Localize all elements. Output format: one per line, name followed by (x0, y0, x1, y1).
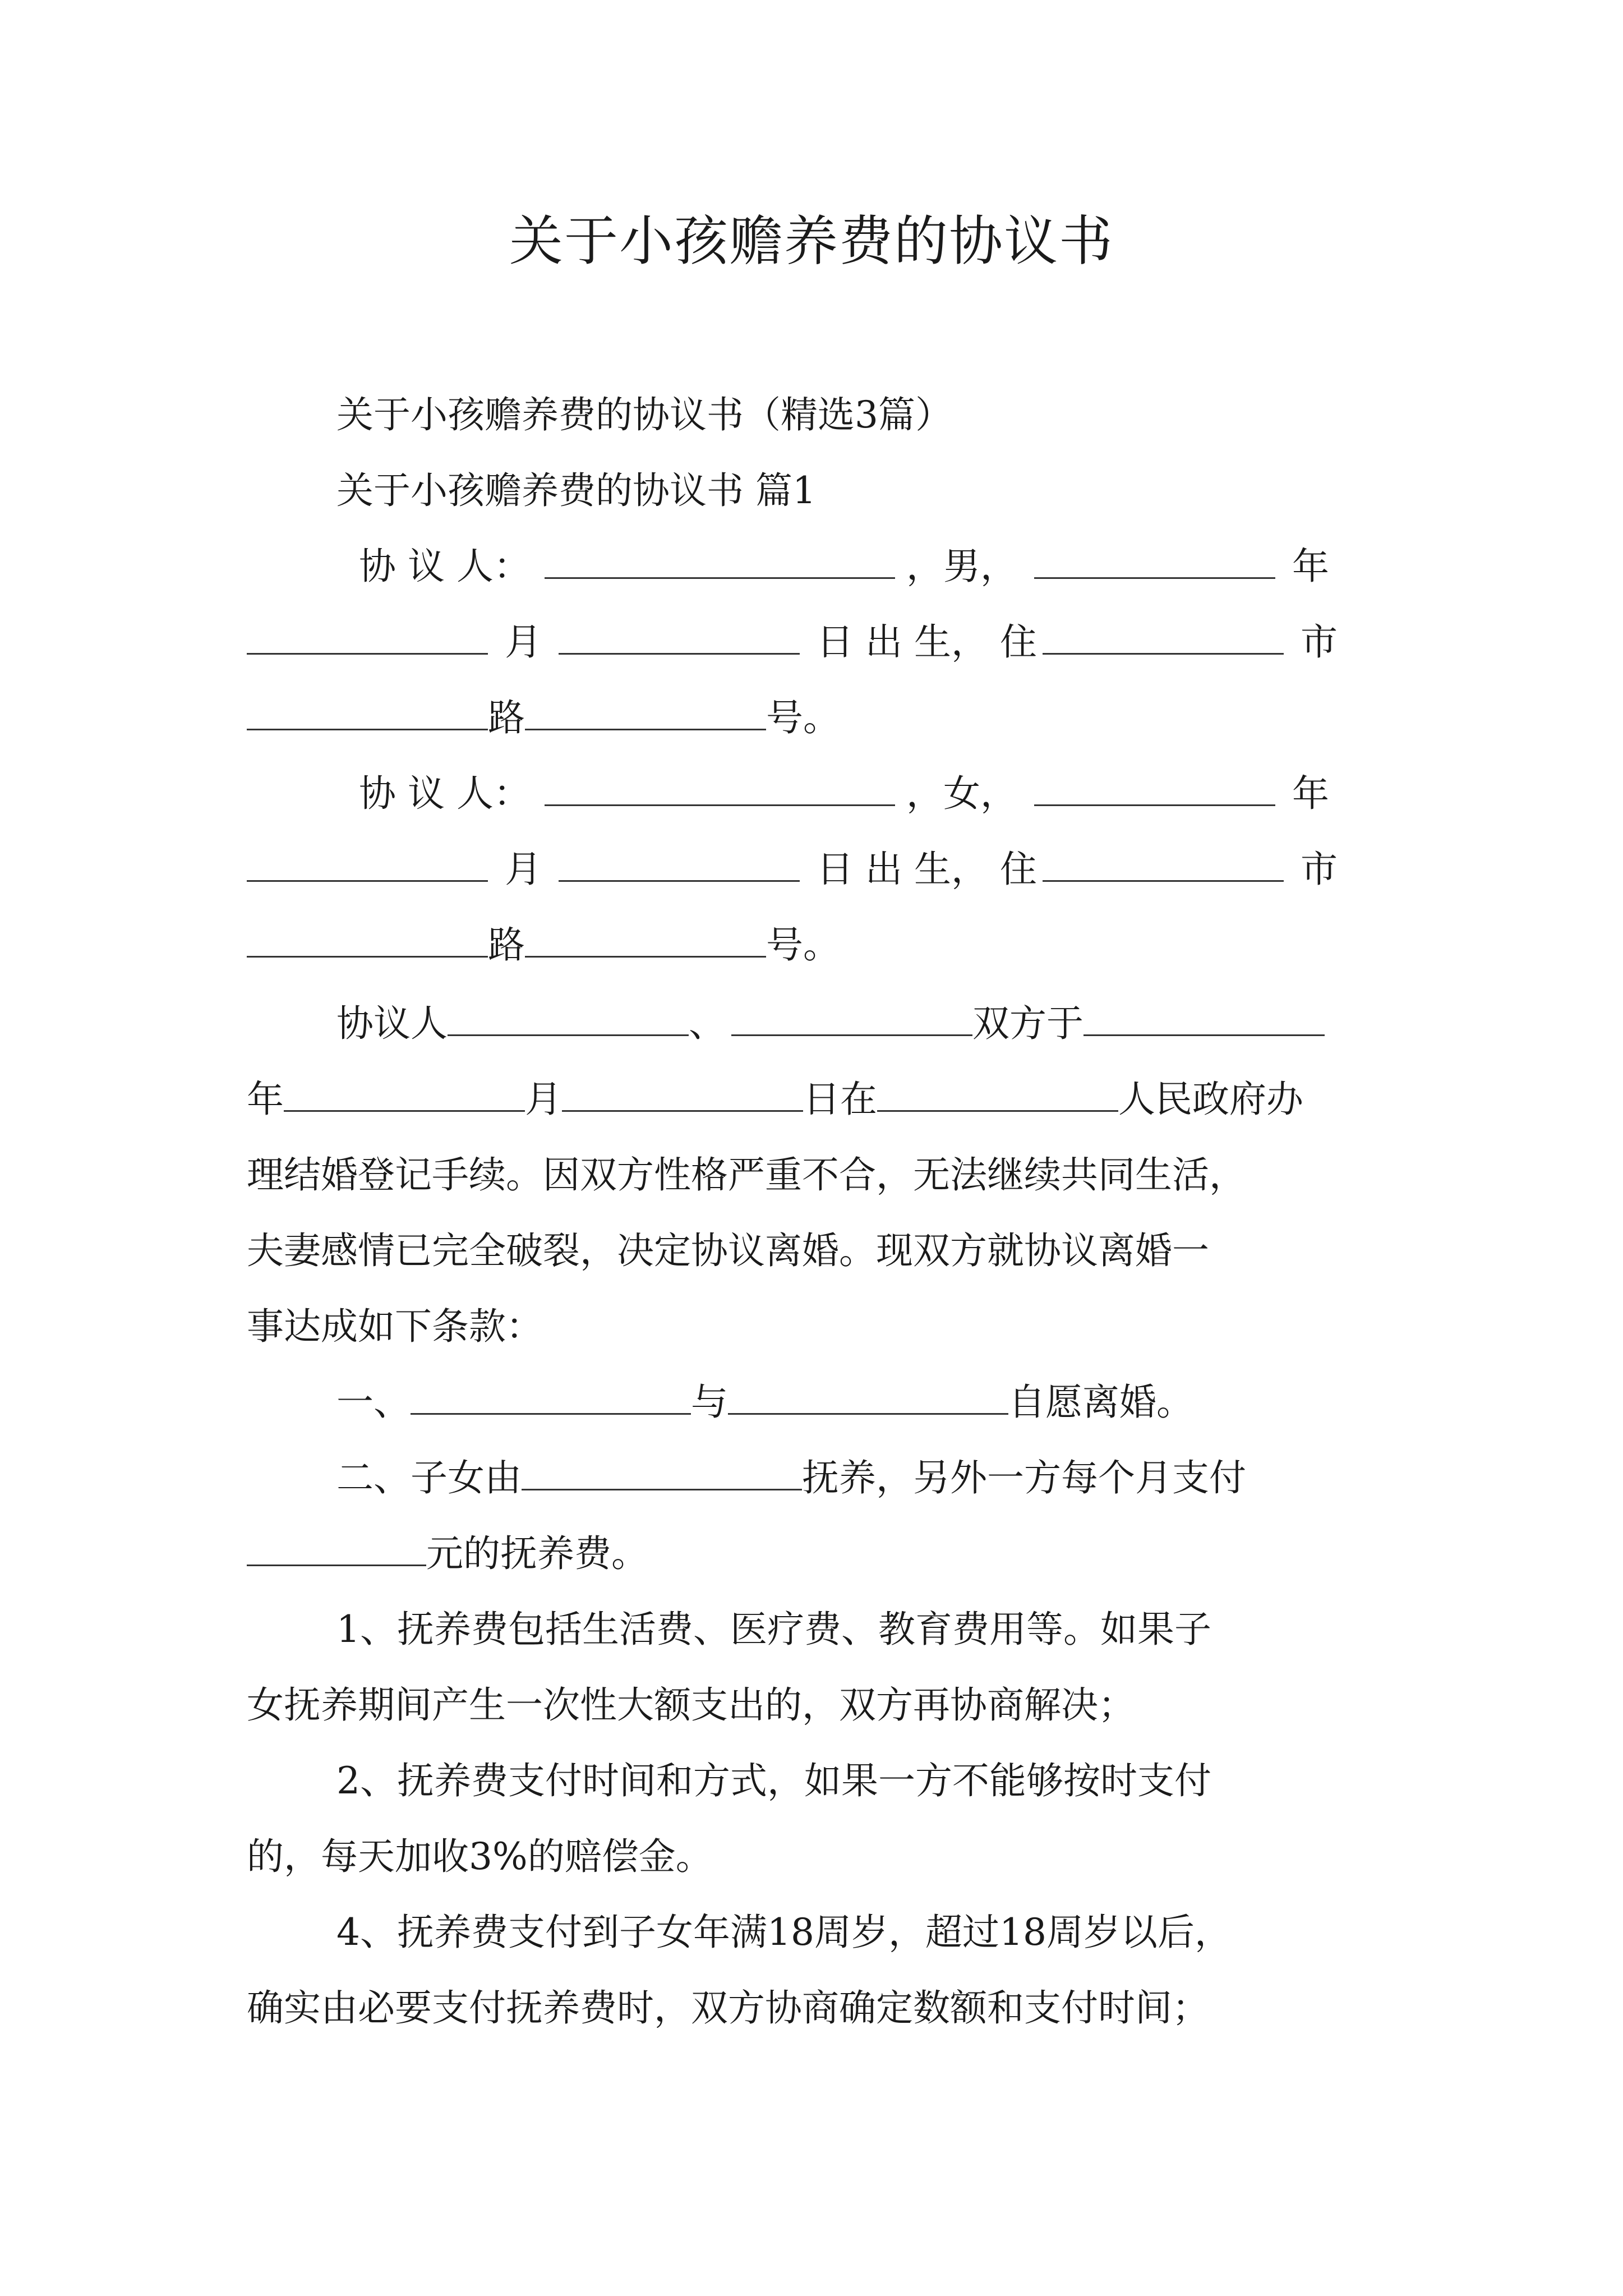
party1-number-label: 号。 (766, 696, 840, 739)
party2-city-label: 市 (1300, 848, 1338, 891)
party2-road-blank[interactable] (247, 923, 488, 958)
subtitle-text: 关于小孩赡养费的协议书（精选3篇） (336, 393, 952, 436)
para1-day-label: 日在 (803, 1078, 877, 1121)
party2-city-blank[interactable] (1043, 848, 1284, 882)
clause1-text: 自愿离婚。 (1008, 1381, 1193, 1424)
party1-day-blank[interactable] (559, 620, 800, 655)
clause2-prefix: 二、子女由 (336, 1456, 522, 1499)
party1-line1 (359, 541, 1329, 592)
para1-day-blank[interactable] (562, 1078, 803, 1112)
party2-line3 (247, 920, 840, 970)
document-title: 关于小孩赡养费的协议书 (509, 210, 1114, 273)
para1-line3-text: 理结婚登记手续。因双方性格严重不合，无法继续共同生活， (247, 1153, 1246, 1197)
item4-line2 (247, 1983, 1209, 2033)
party1-line2 (247, 617, 1338, 668)
item1-line2-text: 女抚养期间产生一次性大额支出的，双方再协商解决； (247, 1683, 1135, 1727)
clause1 (336, 1377, 1193, 1428)
party2-number-blank[interactable] (525, 923, 766, 958)
item2-line2 (247, 1832, 713, 1882)
para1-line3 (247, 1150, 1246, 1200)
party2-birth-label: 日 出 生， 住 (817, 848, 1037, 891)
para1-government-label: 人民政府办 (1118, 1078, 1303, 1121)
party1-year-label: 年 (1292, 545, 1329, 588)
party2-gender: ，女， (906, 772, 1017, 815)
party1-gender: ，男， (906, 545, 1017, 588)
party1-city-label: 市 (1300, 620, 1338, 664)
item1-line2 (247, 1680, 1135, 1731)
party1-line3 (247, 693, 840, 743)
item4-line1 (336, 1907, 1232, 1958)
party1-road-label: 路 (488, 696, 525, 739)
section-heading (336, 466, 816, 516)
party2-road-label: 路 (488, 923, 525, 967)
clause1-and: 与 (691, 1381, 728, 1424)
party2-month-label: 月 (505, 848, 542, 891)
para1-line2 (247, 1074, 1303, 1125)
para1-party1-blank[interactable] (448, 1002, 689, 1036)
item1-line1-text: 1、抚养费包括生活费、医疗费、教育费用等。如果子 (336, 1608, 1211, 1651)
party1-month-label: 月 (505, 620, 542, 664)
para1-year-blank[interactable] (1083, 1002, 1325, 1036)
para1-line1 (336, 999, 1325, 1049)
party1-name-blank[interactable] (545, 545, 895, 579)
party2-year-label: 年 (1292, 772, 1329, 815)
para1-line4 (247, 1226, 1209, 1276)
clause2-custodian-blank[interactable] (522, 1456, 802, 1490)
para1-separator: 、 (689, 1002, 726, 1045)
item4-line1-text: 4、抚养费支付到子女年满18周岁，超过18周岁以后， (336, 1911, 1232, 1954)
party1-birth-label: 日 出 生， 住 (817, 620, 1037, 664)
item2-line2-text: 的，每天加收3%的赔偿金。 (247, 1835, 713, 1878)
para1-month-label: 月 (525, 1078, 562, 1121)
clause2-line1 (336, 1453, 1246, 1503)
para1-year-label: 年 (247, 1078, 284, 1121)
item4-line2-text: 确实由必要支付抚养费时，双方协商确定数额和支付时间； (247, 1986, 1209, 2030)
party1-year-blank[interactable] (1034, 545, 1275, 579)
subtitle (336, 390, 952, 440)
party2-year-blank[interactable] (1034, 772, 1275, 806)
para1-line4-text: 夫妻感情已完全破裂，决定协议离婚。现双方就协议离婚一 (247, 1229, 1209, 1272)
clause2-amount-label: 元的抚养费。 (426, 1532, 648, 1575)
clause2-line2 (247, 1529, 648, 1579)
party1-city-blank[interactable] (1043, 620, 1284, 655)
section-heading-text: 关于小孩赡养费的协议书 篇1 (336, 469, 816, 512)
party1-road-blank[interactable] (247, 696, 488, 730)
party2-label: 协 议 人： (359, 772, 531, 815)
item1-line1 (336, 1604, 1211, 1655)
party2-number-label: 号。 (766, 923, 840, 967)
para1-both-label: 双方于 (972, 1002, 1083, 1045)
party1-label: 协 议 人： (359, 545, 531, 588)
clause1-party2-blank[interactable] (728, 1381, 1008, 1415)
party2-month-blank[interactable] (247, 848, 488, 882)
clause1-party1-blank[interactable] (411, 1381, 691, 1415)
party2-line1 (359, 769, 1329, 819)
party2-day-blank[interactable] (559, 848, 800, 882)
para1-line5 (247, 1301, 543, 1352)
item2-line1 (336, 1756, 1211, 1806)
party2-line2 (247, 844, 1338, 895)
party2-name-blank[interactable] (545, 772, 895, 806)
para1-party-label: 协议人 (336, 1002, 448, 1045)
clause2-amount-blank[interactable] (247, 1532, 426, 1566)
para1-party2-blank[interactable] (731, 1002, 972, 1036)
clause1-number: 一、 (336, 1381, 411, 1424)
para1-government-blank[interactable] (877, 1078, 1118, 1112)
item2-line1-text: 2、抚养费支付时间和方式，如果一方不能够按时支付 (336, 1759, 1211, 1802)
para1-line5-text: 事达成如下条款： (247, 1305, 543, 1348)
party1-number-blank[interactable] (525, 696, 766, 730)
party1-month-blank[interactable] (247, 620, 488, 655)
clause2-suffix: 抚养，另外一方每个月支付 (802, 1456, 1246, 1499)
para1-month-blank[interactable] (284, 1078, 525, 1112)
